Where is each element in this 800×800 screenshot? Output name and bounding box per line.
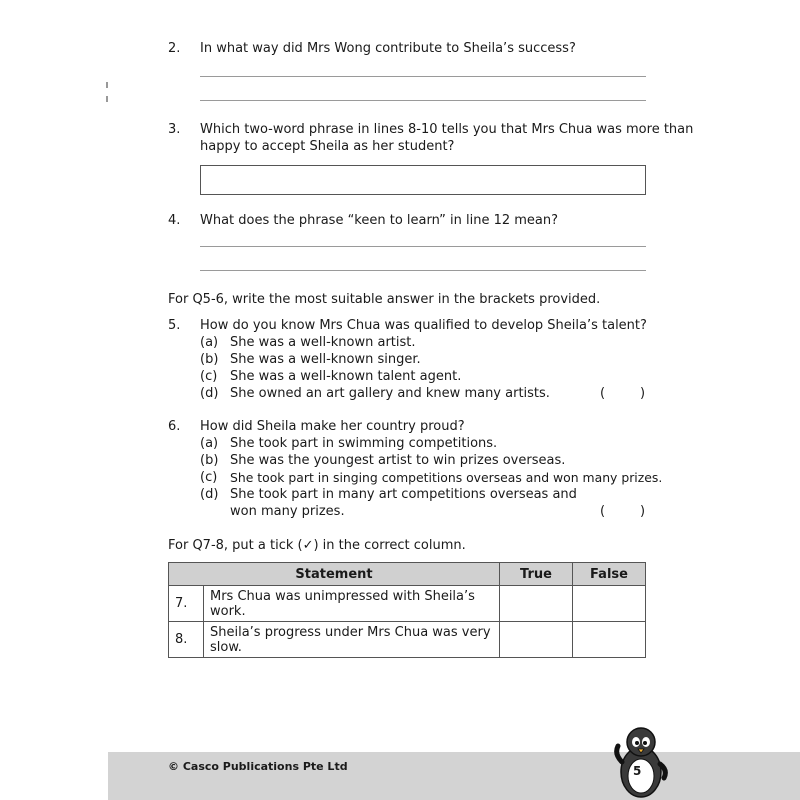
option-text: She was a well-known artist. [230, 335, 416, 350]
question-3-text-line1: Which two-word phrase in lines 8-10 tells you that Mrs Chua was more than [200, 122, 694, 137]
question-2-text: In what way did Mrs Wong contribute to Sheila’s success? [200, 41, 576, 56]
question-3-text-line2: happy to accept Sheila as her student? [200, 139, 455, 154]
option-text: She was a well-known talent agent. [230, 369, 462, 384]
answer-line[interactable] [200, 270, 646, 271]
question-6-text: How did Sheila make her country proud? [200, 419, 465, 434]
option-label: (d) [200, 386, 219, 401]
statement-cell: Sheila’s progress under Mrs Chua was very slow. [204, 622, 500, 658]
statement-header: Statement [169, 563, 500, 586]
option-label: (b) [200, 453, 219, 468]
option-label: (b) [200, 352, 219, 367]
option-text: She took part in swimming competitions. [230, 436, 498, 451]
question-2-number: 2. [168, 41, 181, 56]
answer-line[interactable] [200, 246, 646, 247]
instruction-q5-6: For Q5-6, write the most suitable answer in the brackets provided. [168, 292, 601, 307]
option-text: She was a well-known singer. [230, 352, 421, 367]
question-6-number: 6. [168, 419, 181, 434]
option-label: (a) [200, 436, 219, 451]
page-number: 5 [633, 764, 642, 778]
answer-bracket-open[interactable]: ( [600, 504, 606, 519]
answer-bracket-open[interactable]: ( [600, 386, 606, 401]
instruction-q7-8: For Q7-8, put a tick (✓) in the correct column. [168, 538, 466, 553]
question-3-number: 3. [168, 122, 181, 137]
row-number: 8. [169, 622, 204, 658]
question-4-text: What does the phrase “keen to learn” in line 12 mean? [200, 213, 559, 228]
true-header: True [500, 563, 573, 586]
false-header: False [573, 563, 646, 586]
margin-mark [106, 96, 108, 102]
answer-line[interactable] [200, 76, 646, 77]
answer-box[interactable] [200, 165, 646, 195]
option-text: She took part in singing competitions overseas and won many prizes. [230, 470, 663, 485]
margin-mark [106, 82, 108, 88]
statement-cell: Mrs Chua was unimpressed with Sheila’s work. [204, 586, 500, 622]
table-row [169, 622, 646, 658]
question-5-number: 5. [168, 318, 181, 333]
answer-line[interactable] [200, 100, 646, 101]
option-text-continued: won many prizes. [230, 504, 345, 519]
question-4-number: 4. [168, 213, 181, 228]
option-text: She was the youngest artist to win prizes overseas. [230, 453, 566, 468]
true-false-table [168, 562, 646, 658]
option-label: (c) [200, 369, 218, 384]
true-cell[interactable] [500, 622, 573, 658]
true-cell[interactable] [500, 586, 573, 622]
option-text: She took part in many art competitions overseas and [230, 487, 577, 502]
table-row [169, 586, 646, 622]
option-label: (a) [200, 335, 219, 350]
penguin-mascot-icon [612, 724, 670, 800]
false-cell[interactable] [573, 622, 646, 658]
answer-bracket-close[interactable]: ) [640, 386, 646, 401]
false-cell[interactable] [573, 586, 646, 622]
page-footer [108, 752, 800, 800]
question-5-text: How do you know Mrs Chua was qualified to develop Sheila’s talent? [200, 318, 647, 333]
table-header-row [169, 563, 646, 586]
option-text: She owned an art gallery and knew many artists. [230, 386, 550, 401]
answer-bracket-close[interactable]: ) [640, 504, 646, 519]
option-label: (c) [200, 470, 218, 485]
row-number: 7. [169, 586, 204, 622]
option-label: (d) [200, 487, 219, 502]
copyright-text: © Casco Publications Pte Ltd [168, 760, 348, 773]
